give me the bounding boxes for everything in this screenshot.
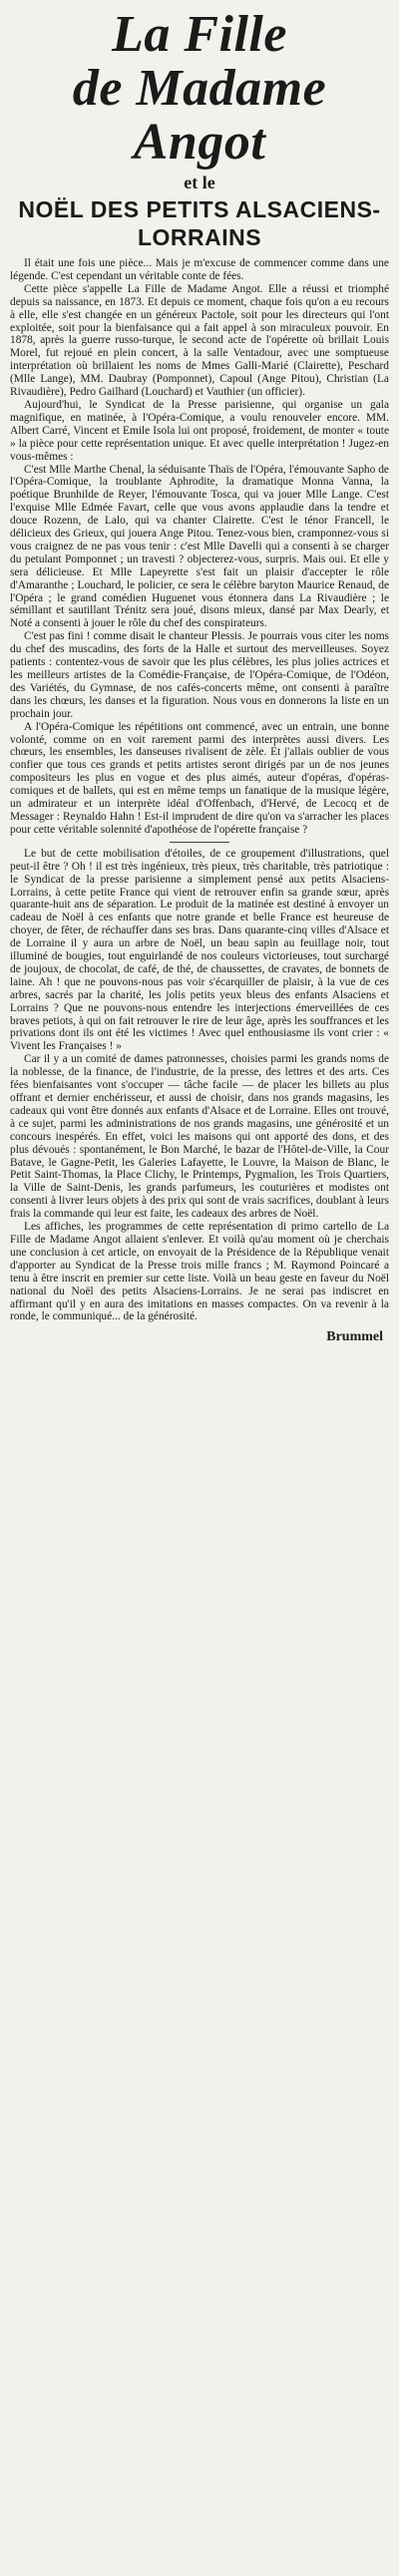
subheadline: NOËL DES PETITS ALSACIENS-LORRAINS — [18, 196, 381, 250]
paragraph-2: Cette pièce s'appelle La Fille de Madame Angot. Elle a réussi et triomphé depuis sa naissance, en 1873. Et depuis ce moment, chaque fois qu'on a eu recours à elle, elle s'est changée en un généreux Pactole, soit pour les directeurs qui l'ont exploitée, soit pour la bienfaisance qui a fait appel à son miraculeux pouvoir. En 1878, après la guerre russo-turque, le second acte de l'opérette où brillait Louis Morel, fut rejoué en plein concert, à la salle Ventadour, avec une somptueuse interprétation où brillaient les noms de Mmes Galli-Marié (Clairette), Peschard (Mlle Lange), MM. Daubray (Pomponnet), Capoul (Ange Pitou), Christian (La Rivaudière), Pedro Gailhard (Louchard) et Vauthier (un officier). — [10, 282, 389, 399]
paragraph-7: Le but de cette mobilisation d'étoiles, de ce groupement d'illustrations, quel peut-il être ? Oh ! il est très ingénieux, très pieux, très charitable, très patriotique : le Syndicat de la presse parisienne a simplement pensé aux petits Alsaciens-Lorrains, à cette petite France qui vient de retrouver enfin sa grande sœur, après quarante-huit ans de séparation. Le produit de la matinée est destiné à envoyer un cadeau de Noël à ces enfants que notre grande et belle France est heureuse de choyer, de fêter, de réchauffer dans ses bras. Dans quarante-cinq villes d'Alsace et de Lorraine il y aura un arbre de Noël, un beau sapin au feuillage noir, tout illuminé de bougies, tout enguirlandé de nos couleurs victorieuses, tout surchargé de joujoux, de chocolat, de café, de thé, de chaussettes, de cravates, de bonnets de laine. Ah ! que ne pouvons-nous pas voir s'écarquiller de plaisir, à la vue de ces arbres, sacrés par la charité, les jolis petits yeux bleus des enfants Alsaciens et Lorrains ? Que ne pouvons-nous entendre les interjections émerveillées de ces braves petiots, à qui on fait retrouver le rire de leur âge, après les souffrances et les privations dont ils ont été les victimes ! Avec quel enthousiasme ils vont crier : « Vivent les Françaises ! » — [10, 847, 389, 1053]
paragraph-4: C'est Mlle Marthe Chenal, la séduisante Thaïs de l'Opéra, l'émouvante Sapho de l'Opéra-Comique, la troublante Aphrodite, la dramatique Monna Vanna, la poétique Brunhilde de Reyer, l'émouvante Tosca, qui va jouer Mlle Lange. C'est l'exquise Mlle Edmée Favart, celle que vous avons applaudie dans la tendre et douce Rozenn, de Lalo, qui va chanter Clairette. C'est le ténor Francell, le délicieux des Grieux, qui jouera Ange Pitou. Tenez-vous bien, cramponnez-vous si vous craignez de ne pas vous tenir : c'est Mlle Davelli qui a consenti à se charger du petulant Pomponnet ; un travesti ? objecterez-vous, surpris. Mais oui. Et elle y sera délicieuse. Et Mlle Lapeyrette s'est fait un plaisir d'accepter le rôle d'Amaranthe ; Louchard, le policier, ce sera le célèbre baryton Maurice Renaud, de l'Opéra ; le grand comédien Huguenet vous étonnera dans La Rivaudière ; le sémillant et sautillant Trénitz sera joué, disons mieux, dansé par Max Dearly, et Noté a consenti à jouer le rôle du chef des conspirateurs. — [10, 463, 389, 630]
paragraph-3: Aujourd'hui, le Syndicat de la Presse parisienne, qui organise un gala magnifique, en matinée, à l'Opéra-Comique, a voulu renouveler encore. MM. Albert Carré, Vincent et Emile Isola lui ont proposé, froidement, de monter « toute » la pièce pour cette représentation unique. Et avec quelle interprétation ! Jugez-en vous-mêmes : — [10, 398, 389, 463]
author-signature: Brummel — [326, 1329, 383, 1345]
headline-conjunction: et le — [184, 173, 215, 192]
paragraph-6: A l'Opéra-Comique les répétitions ont commencé, avec un entrain, une bonne volonté, comme on en voit rarement parmi des interprètes aussi divers. Les chœurs, les ensembles, les danseuses rivalisent de zèle. Et j'allais oublier de vous confier que tous ces grands et petits artistes seront dirigés par un de nos jeunes compositeurs les plus en vogue et des plus aimés, auteur d'opéras, d'opéras-comiques et de ballets, qui est en même temps un fanatique de la musique légère, un admirateur et un interprète idéal d'Offenbach, d'Hervé, de Lecocq et de Messager : Reynaldo Hahn ! Est-il imprudent de dire qu'on va s'arracher les places pour cette véritable solennité d'apothéose de l'opérette française ? — [10, 720, 389, 836]
headline-line-1: La Fille — [112, 6, 287, 63]
section-divider — [170, 842, 229, 843]
paragraph-1: Il était une fois une pièce... Mais je m'excuse de commencer comme dans une légende. C'est cependant un véritable conte de fées. — [10, 257, 389, 282]
paragraph-5: C'est pas fini ! comme disait le chanteur Plessis. Je pourrais vous citer les noms du chef des muscadins, des forts de la Halle et surtout des merveilleuses. Soyez patients : contentez-vous de savoir que les plus célèbres, les plus jolies actrices et les meilleurs artistes de la Comédie-Française, de l'Opéra-Comique, de l'Odéon, des Variétés, du Gymnase, de nos cafés-concerts même, ont consenti à paraître dans les chœurs, les danses et la figuration. Nous vous en donnerons la liste en un prochain jour. — [10, 630, 389, 720]
headline-line-2: de Madame Angot — [72, 60, 327, 171]
paragraph-8: Car il y a un comité de dames patronnesses, choisies parmi les grands noms de la noblesse, de la finance, de l'industrie, de la presse, des lettres et des arts. Ces fées bienfaisantes vont s'occuper — tâche facile — de placer les billets au plus offrant et dernier enchérisseur, et aussi de choisir, dans nos grands magasins, les cadeaux qui vont être donnés aux enfants d'Alsace et de Lorraine. Elles ont trouvé, à ce sujet, parmi les administrations de nos grands magasins, une générosité et un concours inespérés. En effet, voici les maisons qui ont apporté des dons, et des plus dévoués : spontanément, le Bon Marché, le bazar de l'Hôtel-de-Ville, la Cour Batave, le Gagne-Petit, les Galeries Lafayette, le Louvre, la Maison de Blanc, le Petit Saint-Thomas, la Place Clichy, le Printemps, Pygmalion, les Trois Quartiers, la Ville de Saint-Denis, les grands parfumeurs, les couturières et modistes ont consenti à livrer leurs objets à des prix qui sont de vrais sacrifices, doublant à leurs frais la commande qui leur est faite, les cadeaux des arbres de Noël. — [10, 1053, 389, 1221]
paragraph-9: Les affiches, les programmes de cette représentation di primo cartello de La Fille de Madame Angot allaient s'enlever. Et voilà qu'au moment où je cherchais une conclusion à cet article, on envoyait de la Présidence de la République venait d'apporter au Syndicat de la Presse trois mille francs ; M. Raymond Poincaré a tenu à être inscrit en premier sur cette liste. Voilà un beau geste en faveur du Noël national du Noël des petits Alsaciens-Lorrains. Je ne serai pas indiscret en affirmant qu'il y en aura des imitations en masses compactes. On va revenir à la ronde, le communiqué... de la générosité. — [10, 1221, 389, 1323]
article-body — [10, 257, 389, 1323]
